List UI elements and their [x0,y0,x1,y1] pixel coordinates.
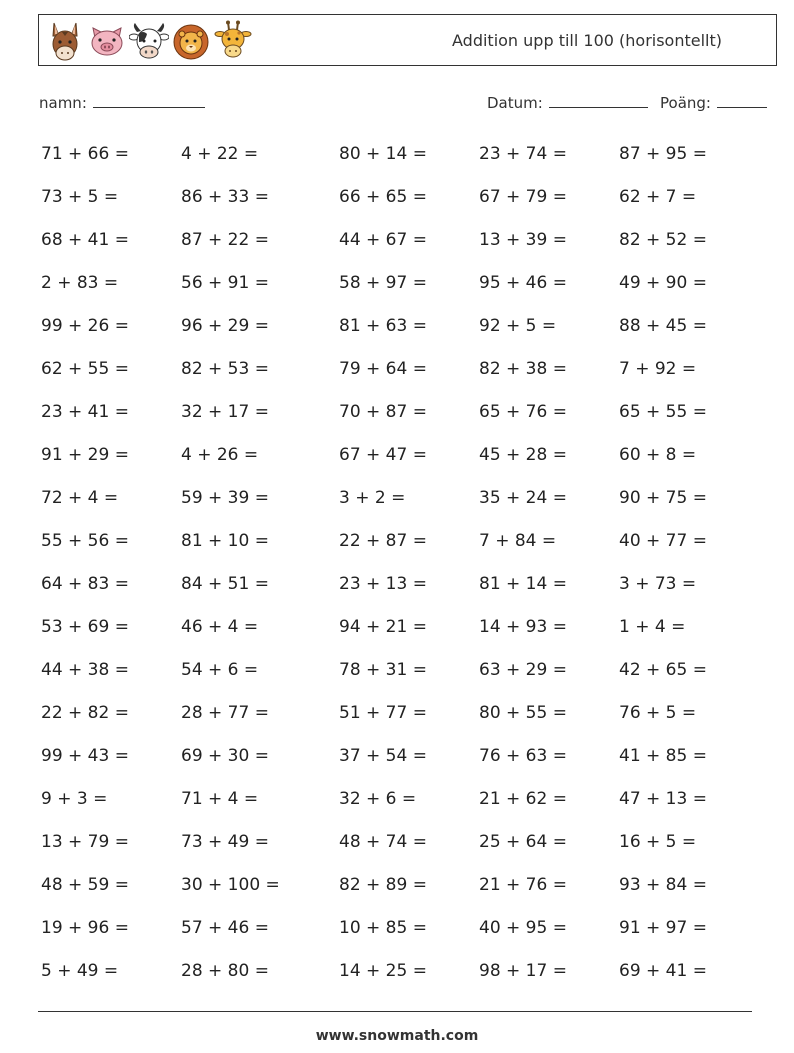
problem-row [0,219,794,262]
problem-item: 62 + 7 = [619,187,697,207]
problem-item: 95 + 46 = [479,273,567,293]
problem-item: 67 + 47 = [339,445,427,465]
problem-item: 10 + 85 = [339,918,427,938]
problem-item: 80 + 55 = [479,703,567,723]
problem-item: 41 + 85 = [619,746,707,766]
score-label: Poäng: [660,94,711,112]
problem-item: 96 + 29 = [181,316,269,336]
problem-item: 90 + 75 = [619,488,707,508]
problem-item: 44 + 38 = [41,660,129,680]
problem-item: 92 + 5 = [479,316,557,336]
problem-item: 9 + 3 = [41,789,108,809]
problem-item: 21 + 62 = [479,789,567,809]
problem-item: 82 + 52 = [619,230,707,250]
problem-item: 28 + 80 = [181,961,269,981]
problem-item: 76 + 63 = [479,746,567,766]
problem-item: 66 + 65 = [339,187,427,207]
problem-item: 4 + 22 = [181,144,259,164]
problem-item: 48 + 74 = [339,832,427,852]
name-blank[interactable] [93,92,205,108]
problem-item: 55 + 56 = [41,531,129,551]
problem-item: 78 + 31 = [339,660,427,680]
problem-row [0,305,794,348]
problem-item: 2 + 83 = [41,273,119,293]
giraffe-icon [213,20,253,62]
problem-row [0,520,794,563]
problem-item: 65 + 76 = [479,402,567,422]
problem-item: 67 + 79 = [479,187,567,207]
meta-row [0,92,794,116]
problem-item: 44 + 67 = [339,230,427,250]
problem-item: 49 + 90 = [619,273,707,293]
problem-row [0,477,794,520]
problem-item: 13 + 79 = [41,832,129,852]
name-field [39,92,205,112]
problem-item: 7 + 84 = [479,531,557,551]
problem-row [0,907,794,950]
problem-row [0,649,794,692]
problem-item: 51 + 77 = [339,703,427,723]
problem-item: 7 + 92 = [619,359,697,379]
problem-item: 42 + 65 = [619,660,707,680]
problem-row [0,864,794,907]
problem-item: 82 + 38 = [479,359,567,379]
problem-item: 22 + 82 = [41,703,129,723]
problem-item: 37 + 54 = [339,746,427,766]
problem-item: 84 + 51 = [181,574,269,594]
problem-item: 32 + 6 = [339,789,417,809]
problem-item: 3 + 73 = [619,574,697,594]
problem-item: 62 + 55 = [41,359,129,379]
problem-row [0,262,794,305]
problem-row [0,133,794,176]
problem-item: 68 + 41 = [41,230,129,250]
donkey-icon [45,20,85,62]
problem-item: 16 + 5 = [619,832,697,852]
pig-icon [87,20,127,62]
problem-item: 21 + 76 = [479,875,567,895]
problem-row [0,950,794,993]
animal-icons [45,20,253,62]
problem-item: 30 + 100 = [181,875,280,895]
problem-item: 80 + 14 = [339,144,427,164]
problem-item: 28 + 77 = [181,703,269,723]
problem-item: 63 + 29 = [479,660,567,680]
problem-item: 94 + 21 = [339,617,427,637]
problem-item: 22 + 87 = [339,531,427,551]
score-blank[interactable] [717,92,767,108]
problem-item: 71 + 4 = [181,789,259,809]
problem-item: 98 + 17 = [479,961,567,981]
problem-item: 87 + 95 = [619,144,707,164]
footer-divider [38,1011,752,1012]
footer-url: www.snowmath.com [315,1028,479,1044]
problem-row [0,391,794,434]
problem-item: 25 + 64 = [479,832,567,852]
lion-icon [171,20,211,62]
problem-item: 32 + 17 = [181,402,269,422]
worksheet-title: Addition upp till 100 (horisontellt) [452,31,722,50]
problem-row [0,176,794,219]
problem-item: 99 + 43 = [41,746,129,766]
problem-item: 13 + 39 = [479,230,567,250]
problem-item: 76 + 5 = [619,703,697,723]
problem-item: 91 + 97 = [619,918,707,938]
problem-item: 71 + 66 = [41,144,129,164]
header-box [38,14,777,66]
date-label: Datum: [487,94,543,112]
problem-item: 56 + 91 = [181,273,269,293]
problem-item: 45 + 28 = [479,445,567,465]
problem-item: 4 + 26 = [181,445,259,465]
problem-item: 64 + 83 = [41,574,129,594]
problem-item: 73 + 49 = [181,832,269,852]
problem-item: 19 + 96 = [41,918,129,938]
problem-row [0,692,794,735]
problem-item: 88 + 45 = [619,316,707,336]
date-field [487,92,648,112]
problem-item: 47 + 13 = [619,789,707,809]
problem-item: 53 + 69 = [41,617,129,637]
problem-row [0,348,794,391]
problem-item: 81 + 63 = [339,316,427,336]
problem-item: 23 + 41 = [41,402,129,422]
problem-item: 54 + 6 = [181,660,259,680]
problem-item: 40 + 95 = [479,918,567,938]
problem-item: 35 + 24 = [479,488,567,508]
problem-row [0,778,794,821]
problem-item: 87 + 22 = [181,230,269,250]
problem-item: 46 + 4 = [181,617,259,637]
cow-icon [129,20,169,62]
score-field [660,92,767,112]
problem-item: 14 + 25 = [339,961,427,981]
problem-item: 86 + 33 = [181,187,269,207]
problem-item: 69 + 30 = [181,746,269,766]
problem-item: 93 + 84 = [619,875,707,895]
problem-item: 81 + 10 = [181,531,269,551]
problem-item: 81 + 14 = [479,574,567,594]
problem-item: 82 + 53 = [181,359,269,379]
problem-row [0,563,794,606]
problem-item: 72 + 4 = [41,488,119,508]
problem-item: 1 + 4 = [619,617,686,637]
problem-row [0,434,794,477]
date-blank[interactable] [549,92,648,108]
problem-item: 82 + 89 = [339,875,427,895]
problem-item: 59 + 39 = [181,488,269,508]
problem-item: 3 + 2 = [339,488,406,508]
problem-item: 5 + 49 = [41,961,119,981]
problem-item: 14 + 93 = [479,617,567,637]
problem-item: 79 + 64 = [339,359,427,379]
problem-item: 23 + 74 = [479,144,567,164]
problem-item: 48 + 59 = [41,875,129,895]
problem-item: 73 + 5 = [41,187,119,207]
problem-item: 57 + 46 = [181,918,269,938]
problem-row [0,606,794,649]
name-label: namn: [39,94,87,112]
problem-item: 65 + 55 = [619,402,707,422]
problem-grid [0,133,794,993]
problem-item: 99 + 26 = [41,316,129,336]
problem-item: 69 + 41 = [619,961,707,981]
problem-row [0,821,794,864]
problem-item: 60 + 8 = [619,445,697,465]
problem-item: 23 + 13 = [339,574,427,594]
problem-item: 40 + 77 = [619,531,707,551]
problem-row [0,735,794,778]
problem-item: 70 + 87 = [339,402,427,422]
problem-item: 58 + 97 = [339,273,427,293]
problem-item: 91 + 29 = [41,445,129,465]
